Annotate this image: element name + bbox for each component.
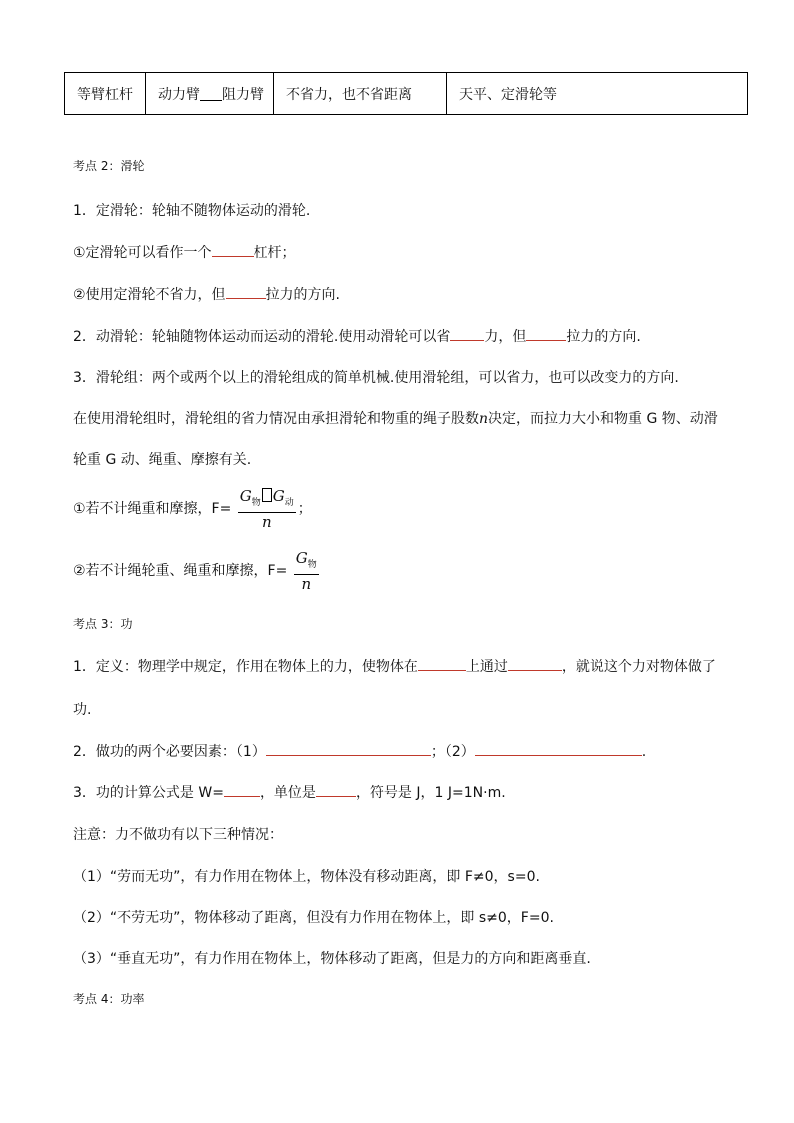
formula-1 [73, 487, 312, 531]
section-title-work: 考点 3：功 [73, 617, 133, 631]
text-segment: ，符号是 J，1 J=1N·m. [355, 785, 506, 801]
work-formula [73, 782, 506, 802]
fill-blank[interactable] [418, 656, 466, 671]
formula-label: ①若不计绳重和摩擦，F= [73, 501, 232, 517]
text-segment: ；（2） [430, 744, 475, 760]
fill-blank[interactable] [226, 284, 266, 299]
effect-cell: 不省力，也不省距离 [274, 73, 447, 114]
subscript: 动 [284, 498, 294, 508]
operator-box [262, 488, 272, 502]
lever-type-cell: 等臂杠杆 [65, 73, 146, 114]
formula-2 [73, 549, 321, 593]
fraction [294, 549, 319, 593]
fill-blank[interactable] [526, 326, 566, 341]
fixed-pulley-point-b [73, 284, 340, 304]
work-def-cont: 功. [73, 702, 92, 718]
denominator: n [261, 513, 272, 531]
fill-blank[interactable] [475, 741, 642, 756]
text-segment: ②使用定滑轮不省力，但 [73, 287, 226, 303]
text-segment: 2．动滑轮：轮轴随物体运动而运动的滑轮.使用动滑轮可以省 [73, 329, 451, 345]
effort-arm-label: 动力臂 [158, 86, 200, 103]
text-segment: . [641, 744, 647, 760]
fixed-pulley-def: 1．定滑轮：轮轴不随物体运动的滑轮. [73, 203, 311, 219]
symbol-g: G [295, 549, 308, 567]
no-work-case-3: （3）“垂直无功”，有力作用在物体上，物体移动了距离，但是力的方向和距离垂直. [73, 951, 591, 967]
example-cell: 天平、定滑轮等 [459, 86, 557, 103]
pulley-group-note-1 [73, 408, 718, 428]
formula-label: ②若不计绳轮重、绳重和摩擦，F= [73, 563, 288, 579]
symbol-g: G [272, 487, 285, 505]
variable-n: n [479, 411, 489, 427]
denominator: n [301, 575, 312, 593]
text-segment: 在使用滑轮组时，滑轮组的省力情况由承担滑轮和物重的绳子股数 [73, 411, 479, 427]
no-work-case-1: （1）“劳而无功”，有力作用在物体上，物体没有移动距离，即 F≠0，s=0. [73, 869, 540, 885]
numerator [294, 549, 319, 574]
work-def [73, 656, 716, 676]
moving-pulley-def [73, 326, 641, 346]
text-segment: 决定，而拉力大小和物重 G 物、动滑 [488, 411, 718, 427]
no-work-note: 注意：力不做功有以下三种情况： [73, 827, 283, 843]
numerator [238, 487, 296, 512]
no-work-case-2: （2）“不劳无功”，物体移动了距离，但没有力作用在物体上，即 s≠0，F=0. [73, 910, 554, 926]
fill-blank[interactable] [212, 242, 254, 257]
section-title-pulley: 考点 2：滑轮 [73, 159, 145, 173]
fill-blank[interactable] [316, 782, 356, 797]
text-segment: ，单位是 [259, 785, 316, 801]
pulley-group-def: 3．滑轮组：两个或两个以上的滑轮组成的简单机械.使用滑轮组，可以省力，也可以改变力的方向. [73, 370, 679, 386]
subscript: 物 [251, 498, 261, 508]
section-title-power: 考点 4：功率 [73, 992, 145, 1006]
arm-relation-cell [146, 73, 274, 114]
pulley-group-note-2: 轮重 G 动、绳重、摩擦有关. [73, 452, 252, 468]
fill-blank[interactable] [266, 741, 431, 756]
fill-blank[interactable] [508, 656, 562, 671]
fill-blank[interactable] [224, 782, 260, 797]
text-segment: 杠杆； [253, 245, 296, 261]
lever-table-row [64, 72, 748, 115]
text-segment: 上通过 [465, 659, 508, 675]
text-segment: 1．定义：物理学中规定，作用在物体上的力，使物体在 [73, 659, 418, 675]
text-segment: 拉力的方向. [265, 287, 341, 303]
subscript: 物 [307, 560, 317, 570]
text-segment: 2．做功的两个必要因素：（1） [73, 744, 266, 760]
load-arm-label: 阻力臂 [222, 86, 264, 103]
text-segment: 拉力的方向. [566, 329, 641, 345]
work-factors [73, 741, 646, 761]
fraction [238, 487, 296, 531]
text-segment: ①定滑轮可以看作一个 [73, 245, 212, 261]
symbol-g: G [239, 487, 252, 505]
text-segment: 3．功的计算公式是 W= [73, 785, 224, 801]
fixed-pulley-point-a [73, 242, 296, 262]
text-segment: 力，但 [484, 329, 527, 345]
text-segment: ； [297, 501, 312, 517]
arm-relation-blank[interactable] [200, 86, 222, 101]
fill-blank[interactable] [450, 326, 484, 341]
text-segment: ，就说这个力对物体做了 [561, 659, 716, 675]
